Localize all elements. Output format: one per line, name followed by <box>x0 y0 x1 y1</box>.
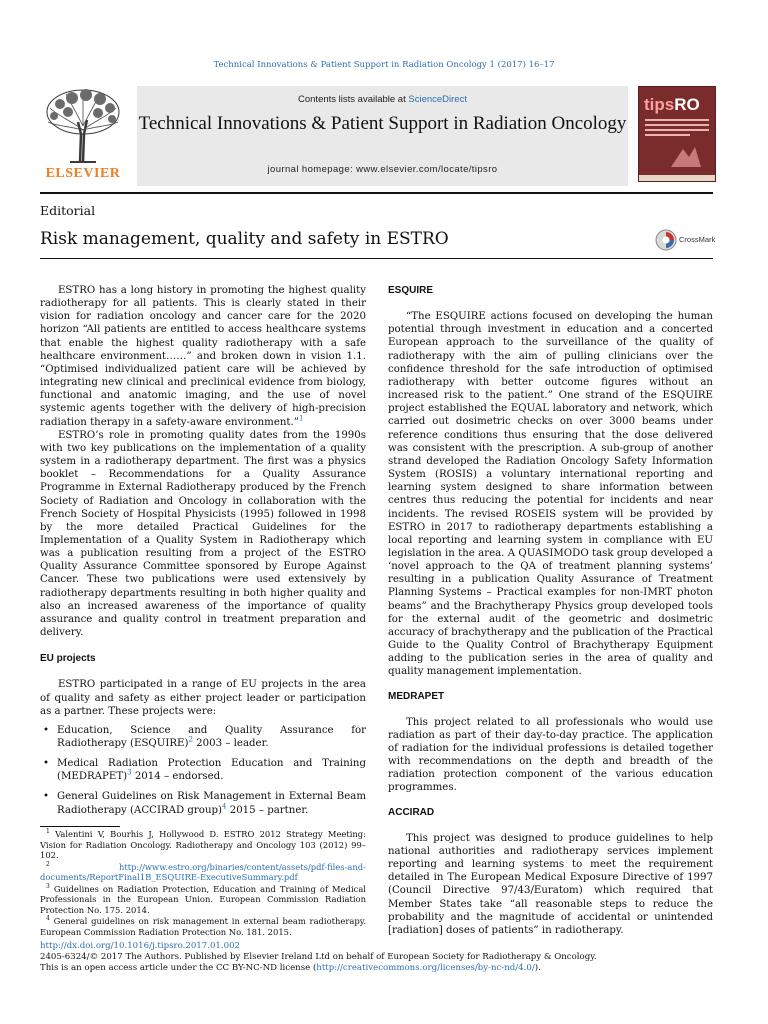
right-column <box>388 284 713 937</box>
esquire-heading: ESQUIRE <box>388 285 434 296</box>
accirad-heading: ACCIRAD <box>388 806 435 818</box>
crossmark-icon <box>655 229 677 251</box>
left-column <box>40 284 366 817</box>
header-rule <box>40 192 713 194</box>
license-line: This is an open access article under the CC BY-NC-ND license (http://creativecommons.org/licenses/by-nc-nd/4.0/). <box>40 963 541 973</box>
history-paragraph: ESTRO’s role in promoting quality dates from the 1990s with two key publications on the implementation of a quality system in a radiotherapy department. The first was a physics booklet – Recommendations for a Quality Assurance Programme in External Radiotherapy produced by the French Society of Radiation and Oncology in collaboration with the French Society of Hospital Physicists (1995) followed in 1998 by the more detailed Practical Guidelines for the Implementation of a Quality System in Radiotherapy which was a publication resulting from a project of the ESTRO Quality Assurance Committee sponsored by Europe Against Cancer. These two publications were used extensively by radiotherapy departments resulting in both higher quality and also an increased awareness of the importance of quality assurance and quality control in treatment preparation and delivery. <box>40 429 366 639</box>
journal-citation: Technical Innovations & Patient Support in Radiation Oncology 1 (2017) 16–17 <box>213 60 555 70</box>
crossmark-label: CrossMark <box>679 235 716 244</box>
intro-paragraph: ESTRO has a long history in promoting the highest quality radiotherapy for all patients. This is clearly stated in their vision for radiation oncology and cancer care for the 2020 horizon “All patients are entitled to access healthcare systems that enable the highest quality radiotherapy with a safe healthcare environment……” and broken down in vision 1.1. “Optimised individualized patient care will be achieved by integrating new clinical and preclinical evidence from biology, functional and anatomic imaging, and the use of novel systemic agents together with the delivery of high-precision radiation therapy in a safety-aware environment.”$^1$ <box>40 285 366 428</box>
list-item: • Medical Radiation Protection Education and Training (MEDRAPET)$^3$ 2014 – endorsed. <box>43 758 366 783</box>
esquire-paragraph: “The ESQUIRE actions focused on developing the human potential through investment in education and a concerted European approach to the surveillance of the quality of radiotherapy with the aim of pulling clinicians over the confidence threshold for the safe introduction of optimised radiotherapy with better outcome figures without an increased risk to the patient.” One strand of the ESQUIRE project established the EQUAL laboratory and network, which carried out dosimetric checks on over 3000 beams under reference conditions thus ensuring that the dose delivered was consistent with the prescription. A sub-group of another strand developed the Radiation Oncology Safety Information System (ROSIS) a voluntary international reporting and learning system designed to share information between centres thus reducing the potential for incidents and near incidents. The revised ROSEIS system will be provided by ESTRO in 2017 to radiotherapy departments establishing a local reporting and learning system in compliance with EU legislation in the area. A QUASIMODO task group developed a ‘novel approach to the QA of treatment planning systems’ resulting in a publication Quality Assurance of Treatment Planning Systems – Practical examples for non-IMRT photon beams” and the Brachytherapy Physics group developed tools for the external audit of the geometric and dosimetric accuracy of brachytherapy and the publication of the Practical Guide to the Quality Control of Brachytherapy Equipment adding to the publication series in the area of quality and quality management implementation. <box>388 311 713 678</box>
bullet-icon: • <box>43 724 50 736</box>
bullet-icon: • <box>43 758 50 770</box>
cover-title-part-b: RO <box>674 95 700 114</box>
footnote-link[interactable]: http://www.estro.org/binaries/content/assets/pdf-files-and-documents/ReportFinal1B_ESQUIRE-ExecutiveSummary.pdf <box>40 861 366 882</box>
title-rule <box>40 258 713 259</box>
footnote-rule <box>40 826 120 827</box>
footnote: $^2$ http://www.estro.org/binaries/content/assets/pdf-files-and-documents/ReportFinal1B_ESQUIRE-ExecutiveSummary.pdf <box>40 860 366 882</box>
crossmark-badge[interactable] <box>655 229 715 251</box>
bullet-icon: • <box>43 791 50 803</box>
elsevier-wordmark: ELSEVIER <box>45 166 121 181</box>
contents-prefix: Contents lists available at <box>298 94 409 105</box>
cover-title <box>644 95 700 115</box>
footnote-ref[interactable]: 3 <box>127 768 132 777</box>
list-item: • General Guidelines on Risk Management in External Beam Radiotherapy (ACCIRAD group)$^4$ 2015 – partner. <box>43 791 366 816</box>
eu-projects-paragraph: ESTRO participated in a range of EU projects in the area of quality and safety as either project leader or participation as a partner. These projects were: <box>40 679 366 717</box>
article-section-label: Editorial <box>40 203 96 218</box>
article-footer <box>40 941 720 974</box>
article-title: Risk management, quality and safety in ESTRO <box>40 229 449 249</box>
license-link[interactable]: http://creativecommons.org/licenses/by-nc-nd/4.0/ <box>316 963 535 973</box>
journal-title: Technical Innovations & Patient Support in Radiation Oncology <box>138 113 627 134</box>
medrapet-paragraph: This project related to all professionals who would use radiation as part of their day-to-day practice. The application of radiation for the individual professions is detailed together with recommendations on the depth and breadth of the radiation protection component of the various education programmes. <box>388 716 713 794</box>
footnote-ref[interactable]: 4 <box>222 802 227 811</box>
doi-link[interactable]: http://dx.doi.org/10.1016/j.tipsro.2017.01.002 <box>40 941 241 951</box>
journal-homepage[interactable]: journal homepage: www.elsevier.com/locate/tipsro <box>267 164 498 175</box>
list-item: • Education, Science and Quality Assurance for Radiotherapy (ESQUIRE)$^2$ 2003 – leader. <box>43 724 366 749</box>
eu-projects-heading: EU projects <box>40 653 96 665</box>
cover-text-lines <box>645 119 709 139</box>
medrapet-heading: MEDRAPET <box>388 690 445 702</box>
contents-available-line <box>137 94 628 105</box>
footnote: $^3$ Guidelines on Radiation Protection, Education and Training of Medical Professionals in the European Union. European Commission Radiation Protection No. 175. 2014. <box>40 882 366 915</box>
footnotes <box>40 829 366 938</box>
eu-projects-list <box>40 724 366 817</box>
footnote: $^4$ General guidelines on risk management in external beam radiotherapy. European Commission Radiation Protection No. 181. 2015. <box>40 915 366 937</box>
footnote-ref[interactable]: 2 <box>188 735 193 744</box>
footnote-ref[interactable]: 1 <box>298 414 304 423</box>
cover-title-part-a: tips <box>644 95 675 114</box>
journal-cover-thumbnail <box>638 86 716 182</box>
copyright-line: 2405-6324/© 2017 The Authors. Published by Elsevier Ireland Ltd on behalf of European Society for Radiotherapy & Oncology. <box>40 952 597 962</box>
sciencedirect-link[interactable]: ScienceDirect <box>408 94 467 105</box>
cover-footer-strip <box>639 175 715 181</box>
cover-figure-icon <box>669 143 703 169</box>
footnote: $^1$ Valentini V, Bourhis J, Hollywood D. ESTRO 2012 Strategy Meeting: Vision for Radiation Oncology. Radiotherapy and Oncology 103 (2012) 99–102. <box>40 828 366 860</box>
accirad-paragraph: This project was designed to produce guidelines to help national authorities and radiotherapy services implement reporting and learning systems to meet the requirement detailed in The European Medical Exposure Directive of 1997 (Council Directive 97/43/Euratom) which required that Member States take “all reasonable steps to reduce the probability and the magnitude of accidental or unintended [radiation] doses of patients” in radiotherapy. <box>388 832 713 936</box>
